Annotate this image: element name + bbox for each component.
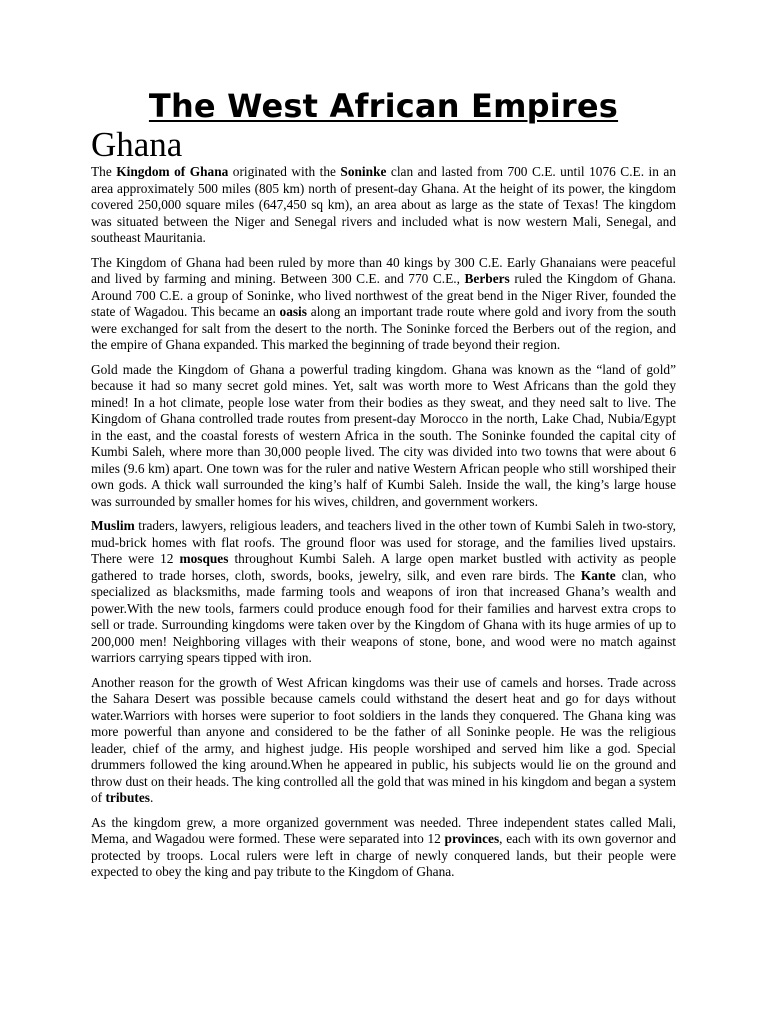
- bold-term: provinces: [444, 831, 500, 846]
- paragraph: [91, 255, 676, 354]
- bold-term: tributes: [105, 790, 150, 805]
- text-run: Gold made the Kingdom of Ghana a powerful trading kingdom. Ghana was known as the “land of gold” because it had so many secret gold mines. Yet, salt was worth more to West Africans than the gold they mined! In a hot climate, people lose water from their bodies as they sweat, and they need salt to live. The Kingdom of Ghana controlled trade routes from present-day Morocco in the north, Lake Chad, Nubia/Egypt in the east, and the coastal forests of western Africa in the south. The Soninke founded the capital city of Kumbi Saleh, where more than 30,000 people lived. The city was divided into two towns that were about 6 miles (9.6 km) apart. One town was for the ruler and native Western African people who still worshiped their own gods. A thick wall surrounded the king’s half of Kumbi Saleh. Inside the wall, the king’s large house was surrounded by smaller homes for his wives, children, and government workers.: [91, 361, 676, 509]
- paragraph: [91, 518, 676, 667]
- bold-term: mosques: [179, 551, 229, 566]
- body-text: [91, 164, 676, 881]
- section-heading-ghana: Ghana: [91, 125, 183, 164]
- paragraph: [91, 164, 676, 247]
- text-run: originated with the: [228, 164, 341, 179]
- text-run: Another reason for the growth of West African kingdoms was their use of camels and horses. Trade across the Sahara Desert was possible because camels could withstand the desert heat and go for days without water.Warriors with horses were superior to foot soldiers in the lands they conquered. The Ghana king was more powerful than anyone and considered to be the father of all Soninke people. He was the religious leader, chief of the army, and highest judge. His people worshiped and served him like a god. Special drummers followed the king around.When he appeared in public, his subjects would lie on the ground and throw dust on their heads. The king controlled all the gold that was mined in his kingdom and began a system of: [91, 674, 676, 805]
- text-run: clan, who specialized as blacksmiths, made farming tools and weapons of iron that increased Ghana’s wealth and power.With the new tools, farmers could produce enough food for their families and harvest extra crops to sell or trade. Surrounding kingdoms were taken over by the Kingdom of Ghana with its huge armies of up to 200,000 men! Neighboring villages with their weapons of stone, bone, and wood were no match against warriors carrying spears tipped with iron.: [91, 567, 676, 665]
- bold-term: Soninke: [340, 164, 387, 179]
- text-run: The Kingdom of Ghana had been ruled by more than 40 kings by 300 C.E. Early Ghanaians were peaceful and lived by farming and mining. Between 300 C.E. and 770 C.E.,: [91, 254, 676, 286]
- text-run: The: [91, 164, 117, 179]
- text-run: clan and lasted from 700 C.E. until 1076 C.E. in an area approximately 500 miles (805 km) north of present-day Ghana. At the height of its power, the kingdom covered 250,000 square miles (647,450 sq km), an area about as large as the state of Texas! The kingdom was situated between the Niger and Senegal rivers and included what is now western Mali, Senegal, and southeast Mauritania.: [91, 164, 676, 245]
- bold-term: Kante: [580, 567, 616, 583]
- text-run: , each with its own governor and protected by troops. Local rulers were left in charge of newly conquered lands, but their people were expected to obey the king and pay tribute to the Kingdom of Ghana.: [91, 831, 676, 879]
- text-run: .: [149, 790, 154, 805]
- text-run: throughout Kumbi Saleh. A large open market bustled with activity as people gathered to trade horses, cloth, swords, books, jewelry, silk, and even rare birds. The: [91, 551, 676, 583]
- bold-term: oasis: [279, 304, 307, 319]
- text-run: As the kingdom grew, a more organized government was needed. Three independent states called Mali, Mema, and Wagadou were formed. These were separated into 12: [91, 814, 676, 846]
- text-run: traders, lawyers, religious leaders, and teachers lived in the other town of Kumbi Saleh in two-story, mud-brick homes with flat roofs. The ground floor was used for storage, and the families lived upstairs. There were 12: [91, 518, 676, 566]
- text-run: ruled the Kingdom of Ghana. Around 700 C.E. a group of Soninke, who lived northwest of the great bend in the Niger River, founded the state of Wagadou. This became an: [91, 271, 676, 319]
- bold-term: Muslim: [91, 518, 135, 533]
- document-page: [91, 86, 676, 889]
- document-title: The West African Empires: [148, 87, 619, 125]
- text-run: along an important trade route where gold and ivory from the south were exchanged for salt from the desert to the north. The Soninke forced the Berbers out of the region, and the empire of Ghana expanded. This marked the beginning of trade beyond their region.: [91, 304, 676, 352]
- paragraph: [91, 362, 676, 511]
- paragraph: [91, 675, 676, 807]
- bold-term: Berbers: [464, 271, 510, 286]
- paragraph: [91, 815, 676, 881]
- bold-term: Kingdom of Ghana: [116, 164, 229, 179]
